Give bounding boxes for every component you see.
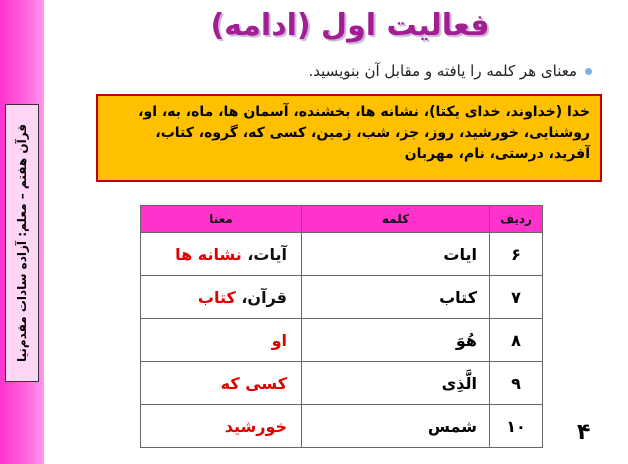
row-meaning [141, 405, 302, 448]
table-header-row [141, 206, 543, 233]
word-bank-box [96, 94, 602, 182]
row-number: ۸ [490, 319, 543, 362]
table-row [141, 276, 543, 319]
header-meaning: معنا [141, 206, 302, 233]
sidebar-caption: قرآن هفتم – معلم: آزاده سادات مقدم‌نیا [15, 123, 29, 363]
meaning-red: او [271, 330, 287, 350]
row-meaning [141, 233, 302, 276]
meaning-red: نشانه ها [175, 244, 242, 264]
bullet-icon [585, 68, 592, 75]
meaning-red: کتاب [197, 287, 236, 307]
row-number: ۷ [490, 276, 543, 319]
instruction [309, 62, 592, 80]
page-title: فعالیت اول (ادامه) [210, 8, 490, 43]
table-row [141, 233, 543, 276]
sidebar-caption-box [5, 104, 39, 382]
row-number: ۱۰ [490, 405, 543, 448]
row-number: ۹ [490, 362, 543, 405]
header-word: کلمه [302, 206, 490, 233]
table-row [141, 362, 543, 405]
row-meaning [141, 276, 302, 319]
row-word: شمس [302, 405, 490, 448]
meaning-red: کسی که [220, 373, 287, 393]
word-bank-line: روشنایی، خورشید، روز، جز، شب، زمین، کسی که، گروه، کتاب، [155, 125, 590, 141]
row-meaning [141, 319, 302, 362]
header-num: ردیف [490, 206, 543, 233]
meaning-black: آیات، [241, 244, 287, 264]
row-word: ایات [302, 233, 490, 276]
row-number: ۶ [490, 233, 543, 276]
instruction-text: معنای هر کلمه را یافته و مقابل آن بنویسید. [308, 62, 577, 80]
table-row [141, 405, 543, 448]
word-bank-line: خدا (خداوند، خدای یکتا)، نشانه ها، بخشنده، آسمان ها، ماه، به، او، [138, 104, 590, 120]
word-bank-line: آفرید، درستی، نام، مهربان [404, 146, 590, 162]
meaning-black: قرآن، [235, 287, 287, 307]
row-meaning [141, 362, 302, 405]
row-word: هُوَ [302, 319, 490, 362]
meaning-red: خورشید [224, 416, 287, 436]
page-number: ۴ [577, 420, 591, 445]
vocabulary-table [140, 205, 543, 448]
table-row [141, 319, 543, 362]
sidebar [0, 0, 44, 464]
row-word: کتاب [302, 276, 490, 319]
row-word: الَّذِی [302, 362, 490, 405]
